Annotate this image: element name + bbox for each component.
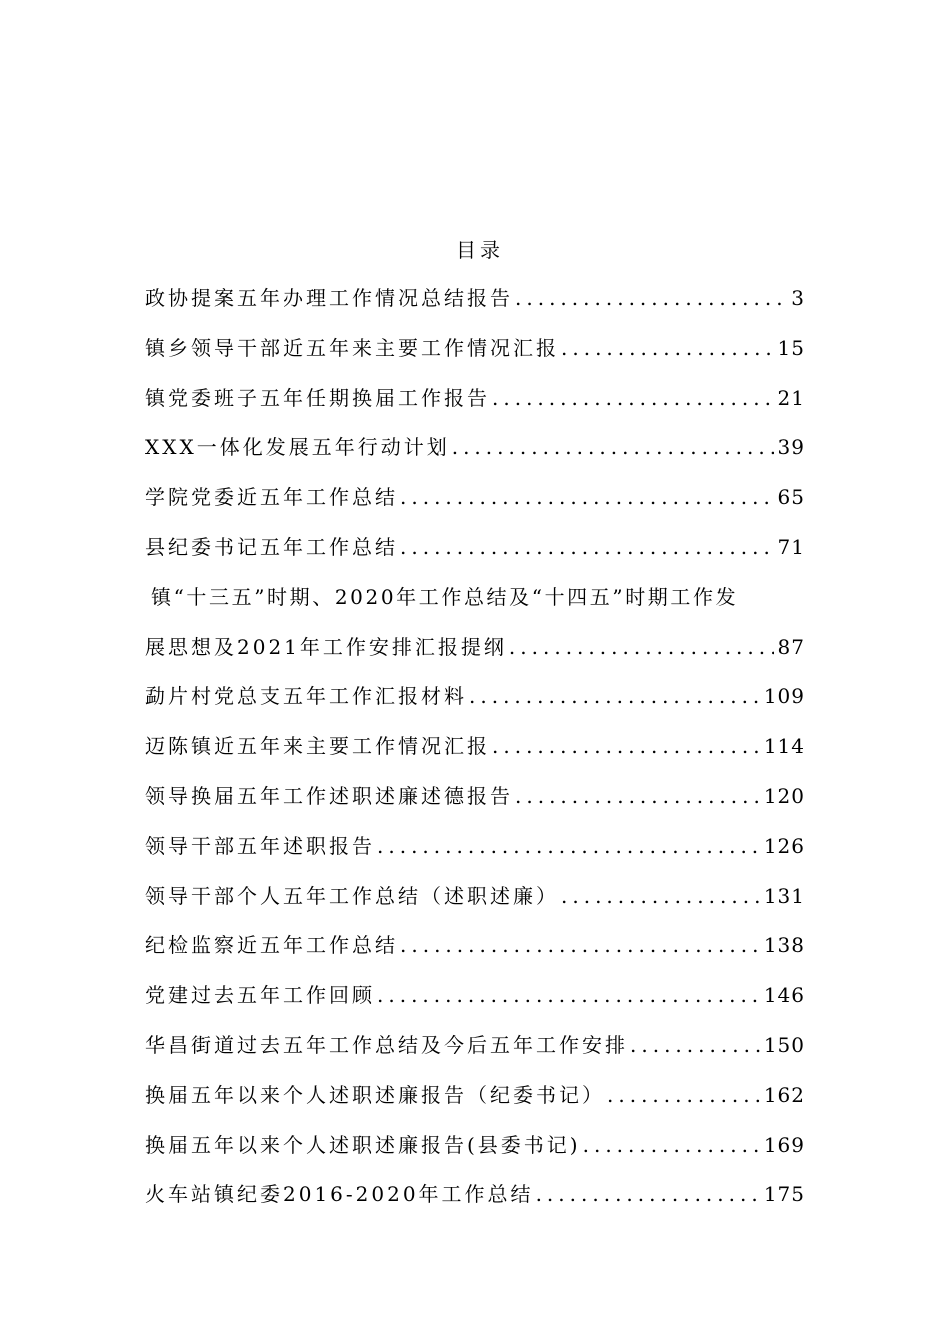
toc-entry-page: 109 [763, 684, 805, 709]
toc-leader-dots [607, 1083, 760, 1107]
toc-entry[interactable] [145, 382, 805, 432]
toc-entry[interactable] [145, 780, 805, 830]
toc-leader-dots [515, 784, 760, 808]
toc-entry[interactable] [145, 1029, 805, 1079]
toc-entry-title: 换届五年以来个人述职述廉报告(县委书记) [145, 1132, 581, 1157]
toc-entry-page: 175 [763, 1182, 805, 1207]
toc-entry-title: 领导干部五年述职报告 [145, 833, 375, 858]
toc-list [145, 282, 805, 1228]
toc-entry[interactable] [145, 581, 805, 631]
toc-entry-title: 换届五年以来个人述职述廉报告（纪委书记） [145, 1082, 605, 1107]
toc-leader-dots [377, 983, 760, 1007]
toc-entry-title: 政协提案五年办理工作情况总结报告 [145, 286, 513, 310]
toc-leader-dots [400, 485, 774, 509]
toc-leader-dots [400, 535, 774, 559]
toc-entry[interactable] [145, 631, 805, 681]
toc-entry-title: 领导干部个人五年工作总结（述职述廉） [145, 883, 559, 908]
toc-entry[interactable] [145, 929, 805, 979]
toc-entry-title: 党建过去五年工作回顾 [145, 983, 375, 1008]
toc-entry-page: 138 [763, 933, 805, 958]
toc-entry-title: 学院党委近五年工作总结 [145, 485, 398, 510]
toc-leader-dots [492, 734, 760, 758]
toc-entry[interactable] [145, 830, 805, 880]
toc-entry-page: 21 [777, 385, 805, 410]
toc-entry-page: 71 [777, 534, 805, 559]
toc-leader-dots [492, 386, 774, 410]
toc-entry-title: 展思想及2021年工作安排汇报提纲 [145, 634, 507, 659]
toc-leader-dots [400, 933, 760, 957]
toc-entry-title: 领导换届五年工作述职述廉述德报告 [145, 783, 513, 808]
toc-entry-page: 114 [763, 734, 805, 759]
toc-leader-dots [469, 684, 760, 708]
toc-entry[interactable] [145, 680, 805, 730]
toc-leader-dots [630, 1033, 760, 1057]
toc-leader-dots [452, 435, 774, 459]
toc-entry-title: 华昌街道过去五年工作总结及今后五年工作安排 [145, 1032, 628, 1057]
toc-entry[interactable] [145, 1178, 805, 1228]
toc-leader-dots [536, 1182, 760, 1206]
toc-leader-dots [377, 834, 760, 858]
toc-entry-page: 146 [763, 983, 805, 1008]
toc-entry[interactable] [145, 332, 805, 382]
toc-entry-page: 120 [763, 783, 805, 808]
toc-entry-title: 镇党委班子五年任期换届工作报告 [145, 385, 490, 410]
toc-entry-page: 3 [791, 286, 805, 310]
toc-leader-dots [515, 286, 787, 310]
toc-entry-title: 火车站镇纪委2016-2020年工作总结 [145, 1182, 534, 1207]
toc-entry-title: 勐片村党总支五年工作汇报材料 [145, 684, 467, 709]
toc-leader-dots [583, 1133, 760, 1157]
toc-entry[interactable] [145, 531, 805, 581]
toc-entry-page: 65 [777, 485, 805, 510]
toc-entry[interactable] [145, 282, 805, 332]
toc-entry-page: 87 [777, 634, 805, 659]
toc-entry-title: 县纪委书记五年工作总结 [145, 534, 398, 559]
toc-entry-page: 169 [763, 1132, 805, 1157]
toc-entry[interactable] [145, 979, 805, 1029]
toc-entry-title: 纪检监察近五年工作总结 [145, 933, 398, 958]
toc-entry-page: 131 [763, 883, 805, 908]
toc-entry-title: XXX一体化发展五年行动计划 [145, 435, 450, 460]
toc-entry[interactable] [145, 730, 805, 780]
toc-title: 目录 [456, 238, 504, 262]
toc-entry[interactable] [145, 1129, 805, 1179]
toc-leader-dots [561, 336, 774, 360]
toc-entry-title: 镇乡领导干部近五年来主要工作情况汇报 [145, 335, 559, 360]
toc-entry[interactable] [145, 481, 805, 531]
toc-leader-dots [561, 884, 760, 908]
toc-entry-title: 迈陈镇近五年来主要工作情况汇报 [145, 734, 490, 759]
toc-leader-dots [509, 635, 774, 659]
toc-entry-title: 镇“十三五”时期、2020年工作总结及“十四五”时期工作发 [151, 584, 739, 609]
toc-entry-page: 126 [763, 833, 805, 858]
toc-entry-page: 39 [777, 435, 805, 460]
toc-entry[interactable] [145, 880, 805, 930]
toc-entry[interactable] [145, 431, 805, 481]
toc-entry-page: 162 [763, 1082, 805, 1107]
table-of-contents [145, 232, 805, 1228]
toc-entry[interactable] [145, 1079, 805, 1129]
toc-entry-page: 15 [777, 335, 805, 360]
toc-entry-page: 150 [763, 1032, 805, 1057]
